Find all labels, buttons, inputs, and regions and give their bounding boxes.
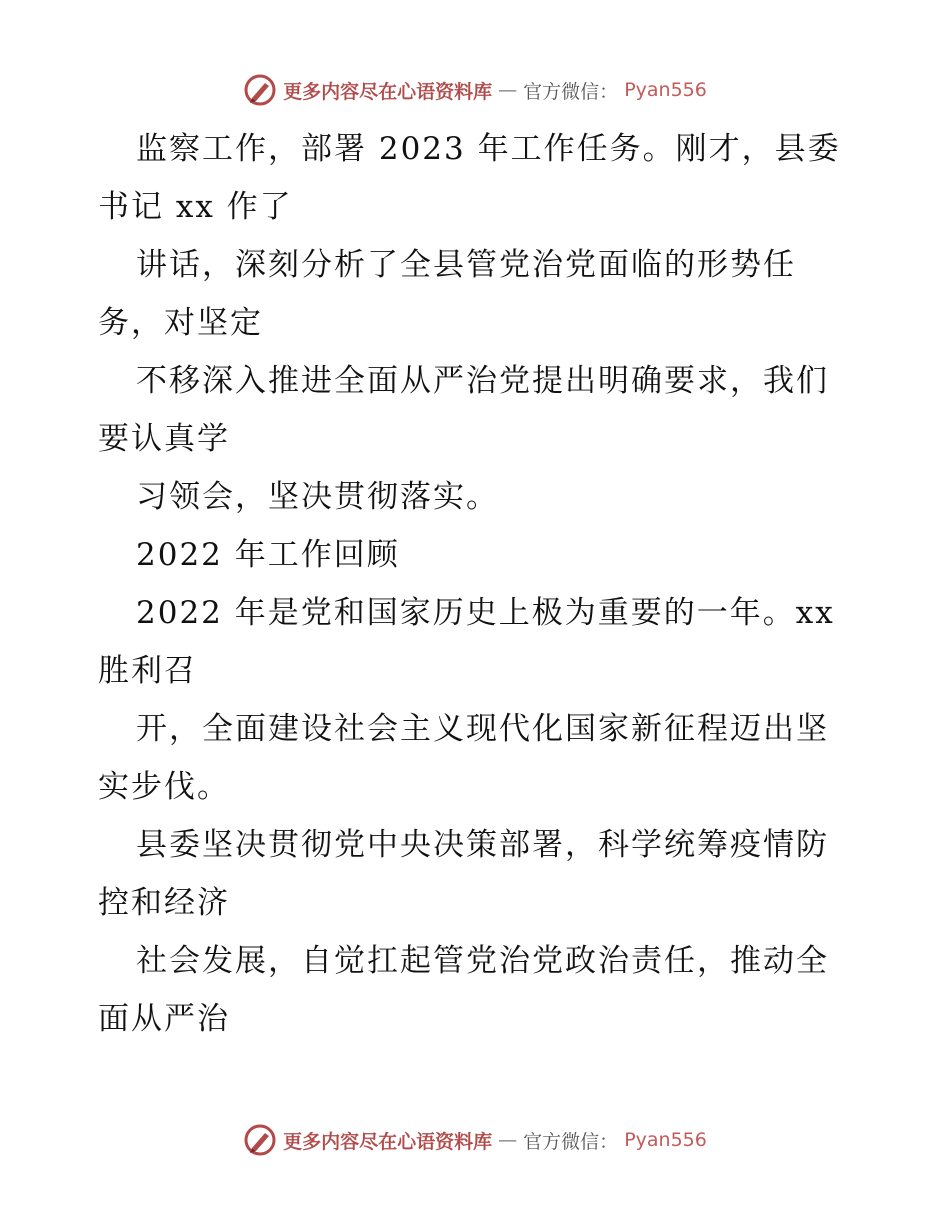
footer-watermark-inner [243, 1123, 707, 1157]
text-line: 开，全面建设社会主义现代化国家新征程迈出坚 [136, 711, 829, 747]
text-line: 2022 年是党和国家历史上极为重要的一年。xx [136, 595, 835, 631]
text-line: 面从严治 [98, 1001, 230, 1037]
pen-logo-icon [243, 1123, 277, 1157]
text-line: 书记 xx 作了 [98, 189, 293, 225]
text-line: 2022 年工作回顾 [136, 537, 400, 573]
watermark-wechat-id: Pyan556 [624, 1129, 707, 1151]
text-line: 社会发展，自觉扛起管党治党政治责任，推动全 [136, 943, 829, 979]
watermark-wechat-id: Pyan556 [624, 79, 707, 101]
watermark-dash: — [498, 1129, 518, 1151]
watermark-dash: — [498, 79, 518, 101]
watermark-wechat-label: 官方微信： [523, 80, 619, 103]
watermark-text: 更多内容尽在心语资料库 [283, 80, 493, 103]
text-line: 不移深入推进全面从严治党提出明确要求，我们 [136, 363, 829, 399]
text-line: 实步伐。 [98, 769, 230, 805]
pen-logo-icon [243, 73, 277, 107]
text-line: 控和经济 [98, 885, 230, 921]
text-line: 讲话，深刻分析了全县管党治党面临的形势任 [136, 247, 796, 283]
document-body [98, 120, 858, 1048]
text-line: 习领会，坚决贯彻落实。 [136, 479, 499, 515]
text-line: 胜利召 [98, 653, 197, 689]
footer-watermark-banner [0, 1118, 950, 1162]
text-line: 县委坚决贯彻党中央决策部署，科学统筹疫情防 [136, 827, 829, 863]
watermark-wechat-label: 官方微信： [523, 1130, 619, 1153]
text-line: 要认真学 [98, 421, 230, 457]
header-watermark-banner [0, 68, 950, 112]
text-line: 务，对坚定 [98, 305, 263, 341]
header-watermark-inner [243, 73, 707, 107]
text-line: 监察工作，部署 2023 年工作任务。刚才，县委 [136, 131, 841, 167]
watermark-text: 更多内容尽在心语资料库 [283, 1130, 493, 1153]
